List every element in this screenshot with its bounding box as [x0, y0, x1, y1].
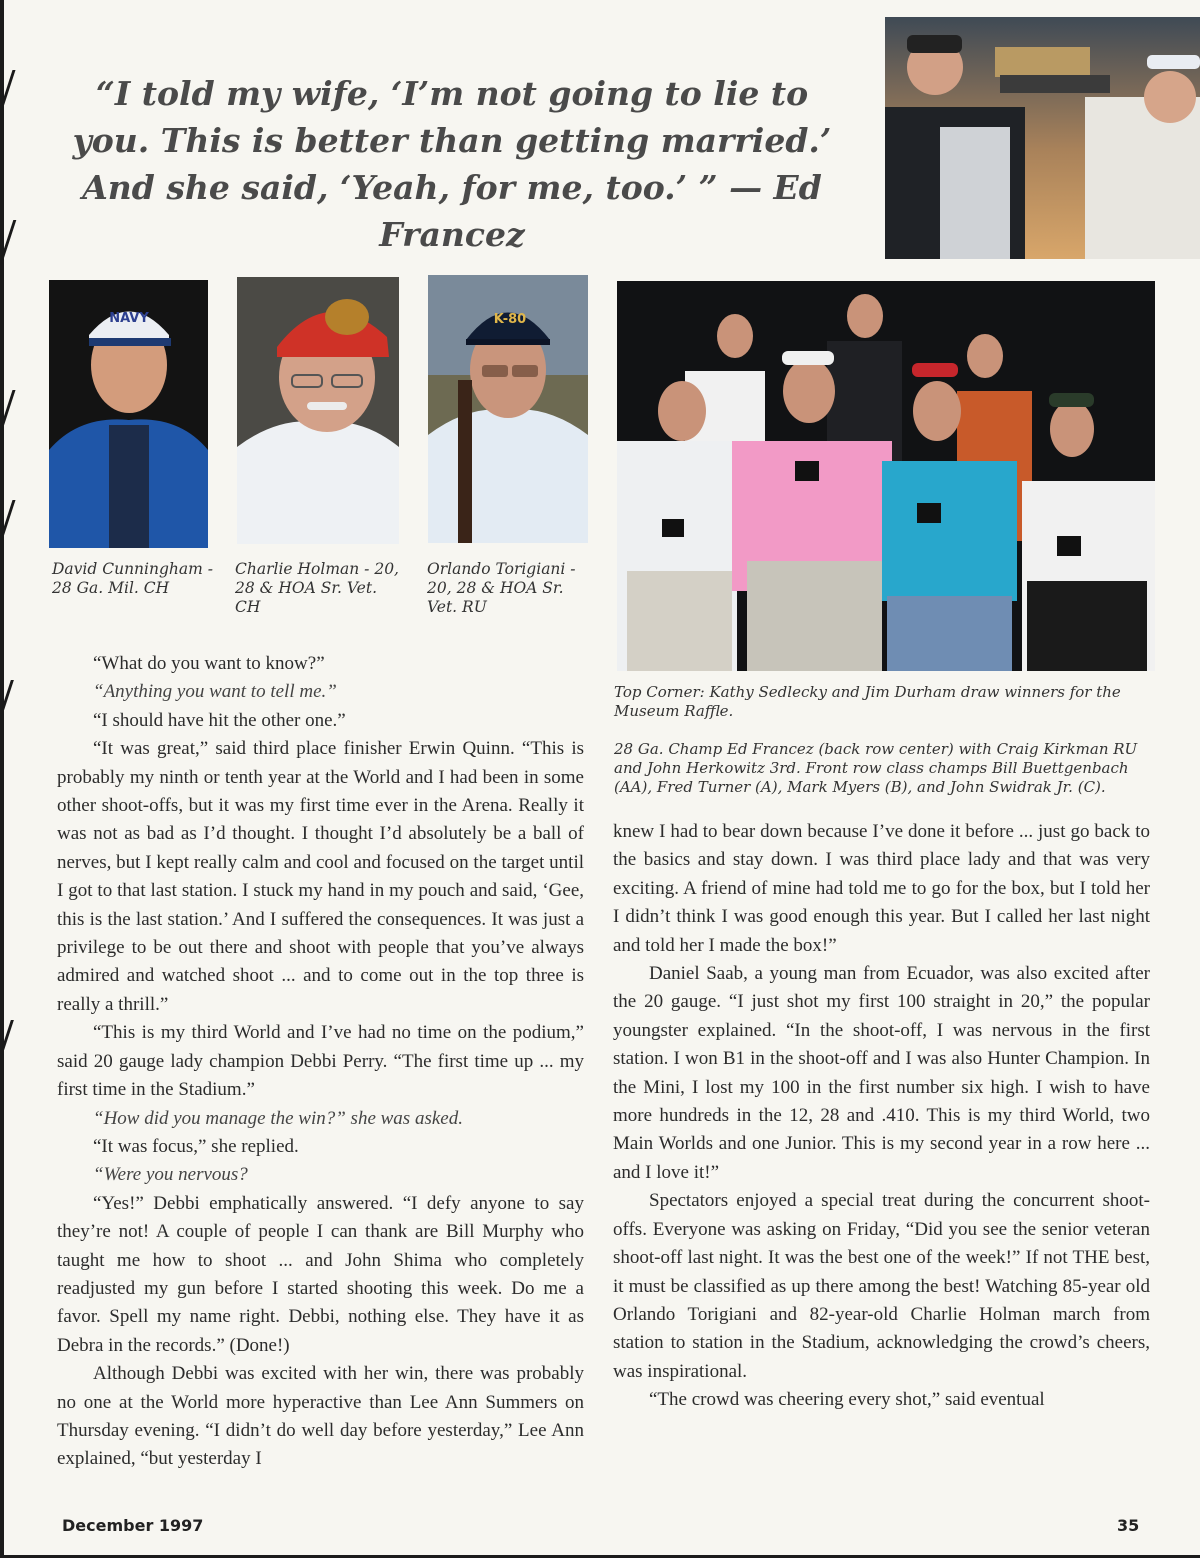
- cunningham-caption: David Cunningham - 28 Ga. Mil. CH: [52, 560, 213, 597]
- body-paragraph: “Were you nervous?: [93, 1164, 248, 1186]
- body-paragraph: “Yes!” Debbi emphatically answered. “I defy anyone to say they’re not! A couple of people I can thank are Bill Murphy who taught me how to shoot ... and John Shima who completely readjusted my gun before I started shooting this week. Do me a favor. Spell my name right. Debbi, nothing else. They have it as Debra in the records.” (Done!): [57, 1192, 584, 1356]
- champs-caption: 28 Ga. Champ Ed Francez (back row center) with Craig Kirkman RU and John Herkowitz 3rd. Front row class champs Bill Buettgenbach (AA), Fred Turner (A), Mark Myers (B), and John Swidrak Jr. (C).: [614, 740, 1138, 796]
- body-paragraph: “How did you manage the win?” she was asked.: [93, 1107, 463, 1129]
- navy-cap-text: NAVY: [109, 311, 149, 326]
- torigiani-caption: Orlando Torigiani - 20, 28 & HOA Sr. Vet. RU: [427, 560, 576, 616]
- right-text-column: [613, 818, 1150, 1415]
- raffle-photo: [885, 17, 1200, 259]
- holman-caption: Charlie Holman - 20, 28 & HOA Sr. Vet. CH: [235, 560, 399, 616]
- body-paragraph: “This is my third World and I’ve had no time on the podium,” said 20 gauge lady champion Debbi Perry. “The first time up ... my first time in the Stadium.”: [57, 1022, 584, 1101]
- body-paragraph: “The crowd was cheering every shot,” said eventual: [649, 1389, 1045, 1411]
- body-paragraph: “What do you want to know?”: [93, 653, 325, 674]
- cunningham-photo: [49, 280, 208, 548]
- issue-date: December 1997: [62, 1516, 204, 1535]
- body-paragraph: knew I had to bear down because I’ve done it before ... just go back to the basics and stay down. I was third place lady and that was very exciting. A friend of mine had told me to go for the box, but I told her I didn’t think I was good enough this year. But I called her last night and told her I made the box!”: [613, 821, 1150, 956]
- pull-quote: “I told my wife, ‘I’m not going to lie to you. This is better than getting married.’ And she said, ‘Yeah, for me, too.’ ” — Ed Francez: [72, 74, 832, 254]
- page-number: 35: [1117, 1516, 1140, 1535]
- body-paragraph: Spectators enjoyed a special treat during the concurrent shoot-offs. Everyone was asking on Friday, “Did you see the senior veteran shoot-off last night. It was the best one of the week!” If not THE best, it must be classified as up there among the best! Watching 85-year old Orlando Torigiani and 82-year-old Charlie Holman march from station to station in the Stadium, acknowledging the crowd’s cheers, was inspirational.: [613, 1190, 1150, 1382]
- body-paragraph: “I should have hit the other one.”: [93, 709, 346, 731]
- raffle-caption: Top Corner: Kathy Sedlecky and Jim Durham draw winners for the Museum Raffle.: [614, 683, 1121, 720]
- body-paragraph: “It was great,” said third place finisher Erwin Quinn. “This is probably my ninth or tenth year at the World and I had been in some other shoot-offs, but it was my first time ever in the Arena. Really it was not as bad as I’d thought. I thought I’d absolutely be a ball of nerves, but I kept really calm and cool and focused on the target until I got to that last station. I stuck my hand in my pouch and said, ‘Gee, this is the last station.’ And I suffered the consequences. It was just a privilege to be out there and shoot with people that you’ve always admired and watched shoot ... and to come out in the top three is really a thrill.”: [57, 738, 584, 1015]
- body-paragraph: “It was focus,” she replied.: [93, 1135, 299, 1157]
- holman-photo: [237, 277, 399, 544]
- torigiani-photo: [428, 275, 588, 543]
- champions-group-photo: [617, 281, 1155, 671]
- left-text-column: [57, 650, 584, 1474]
- body-paragraph: Although Debbi was excited with her win, there was probably no one at the World more hyperactive than Lee Ann Summers on Thursday evening. “I didn’t do well day before yesterday,” Lee Ann explained, “but yesterday I: [57, 1363, 584, 1470]
- k80-cap-text: K-80: [493, 312, 527, 327]
- page-edge-shadow: [0, 0, 4, 1558]
- body-paragraph: “Anything you want to tell me.”: [93, 681, 337, 703]
- body-paragraph: Daniel Saab, a young man from Ecuador, was also excited after the 20 gauge. “I just shot my first 100 straight in 20,” the popular youngster explained. “In the shoot-off, I was nervous in the first station. I won B1 in the shoot-off and I was also Hunter Champion. In the Mini, I lost my 100 in the first number six high. I wish to have more hundreds in the 12, 28 and .410. This is my third World, two Main Worlds and one Junior. This is my second year in a row here ... and I love it!”: [613, 963, 1150, 1183]
